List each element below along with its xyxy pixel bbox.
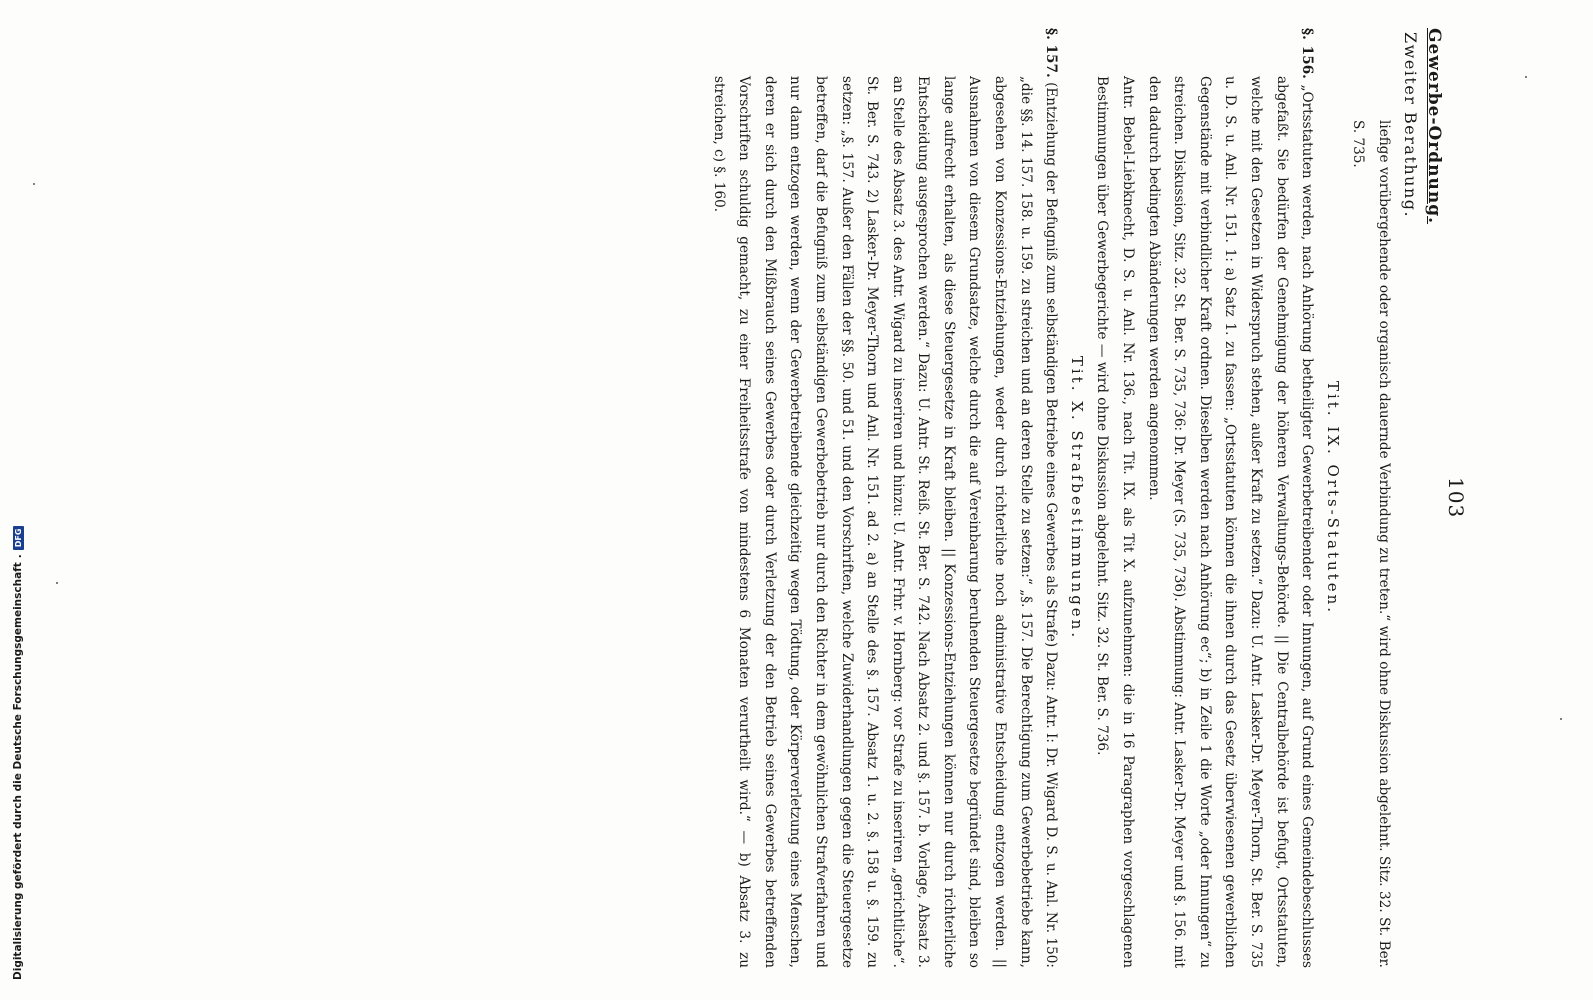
scan-speck [1560, 718, 1562, 720]
footer-text: Digitalisierung gefördert durch die Deutsche Forschungsgemeinschaft [12, 562, 24, 980]
paragraph-text: Antr. Bebel-Liebknecht, D. S. u. Anl. Nr. 136., nach Tit. IX. als Tit X. aufzunehmen: die in 16 Paragraphen vorgeschlagenen Bestimmungen über Gewerbegerichte — wird ohne Diskussion abgelehnt. Sitz. 32. St. Ber. S. 736. [1094, 76, 1137, 968]
page-body [705, 28, 1396, 968]
section-number: §. 157. [1043, 28, 1060, 78]
digitization-footer: Digitalisierung gefördert durch die Deutsche Forschungsgemeinschaft . DFG [10, 20, 26, 980]
paragraph-156 [1140, 28, 1319, 968]
section-number: §. 156. [1299, 28, 1316, 79]
running-header-title: Gewerbe-Ordnung. [1424, 28, 1444, 225]
running-header-subtitle: Zweiter Berathung. [1401, 32, 1420, 219]
section-heading-tit-ix: Tit. IX. Orts-Statuten. [1323, 380, 1342, 616]
paragraph-text: (Entziehung der Befugniß zum selbständigen Betriebe eines Gewerbes als Strafe) Dazu: Antr. I: Dr. Wigard D. S. u. Anl. Nr. 150: „die §§. 14. 157. 158. u. 159. zu streichen und an deren Stelle zu setzen:“ „§. 157. Die Berechtigung zum Gewerbebetriebe kann, abgesehen von Konzessions-Entziehungen, weder durch richterliche noch administrative Entscheidung entzogen werden. || Ausnahmen von diesem Grundsatze, welche durch die auf Vereinbarung beruhenden Steuergesetze begründet sind, bleiben so lange aufrecht erhalten, als diese Steuergesetze in Kraft bleiben. || Konzessions-Entziehungen können nur durch richterliche Entscheidung ausgesprochen werden.“ Dazu: U. Antr. St. Reiß. St. Ber. S. 742. Nach Absatz 2. und §. 157. b. Vorlage, Absatz 3. an Stelle des Absatz 3. des Antr. Wigard zu inseriren und hinzu: U. Antr. Frhr. v. Hornberg: vor Strafe zu inseriren „gerichtliche“. St. Ber. S. 743. 2) Lasker-Dr. Meyer-Thorn und Anl. Nr. 151. ad 2. a) an Stelle des §. 157. Absatz 1. u. 2. §. 158 u. §. 159. zu setzen: „§. 157. Außer den Fällen der §§. 50. und 51. und den Vorschriften, welche Zuwiderhandlungen gegen die Steuergesetze betreffen, darf die Befugniß zum selbständigen Gewerbebetrieb nur durch den Richter in dem gewöhnlichen Strafverfahren und nur dann entzogen werden, wenn der Gewerbetreibende gleichzeitig wegen Tödtung, oder Körperverletzung eines Menschen, deren er sich durch den Mißbrauch seines Gewerbes oder durch Verletzung der den Betrieb seines Gewerbes betreffenden Vorschriften schuldig gemacht, zu einer Freiheitsstrafe von mindestens 6 Monaten verurtheilt wird.“ — b) Absatz 3. zu streichen, c) §. 160. [710, 76, 1060, 968]
section-heading-tit-x: Tit. X. Strafbestimmungen. [1067, 355, 1086, 641]
scan-speck [1525, 76, 1527, 78]
em-dash-marker [1114, 28, 1140, 76]
rotated-page-content [135, 22, 1470, 982]
paragraph-157 [705, 28, 1063, 968]
dfg-logo-icon: DFG [13, 526, 24, 551]
paragraph-text: „Ortsstatuten werden, nach Anhörung betheiligter Gewerbetreibender oder Innungen, auf Grund eines Gemeindebeschlusses abgefaßt. Sie bedürfen der Genehmigung der höheren Verwaltungs-Behörde. || Die Centralbehörde ist befugt, Ortsstatuten, welche mit den Gesetzen in Widerspruch stehen, außer Kraft zu setzen.“ Dazu: U. Antr. Lasker-Dr. Meyer-Thorn, St. Ber. S. 735 u. D. S. u. Anl. Nr. 151. 1: a) Satz 1. zu fassen: „Ortsstatuten können die ihnen durch das Gesetz überwiesenen gewerblichen Gegenstände mit verbindlicher Kraft ordnen. Dieselben werden nach Anhörung ec“; b) in Zeile 1 die Worte „oder Innungen“ zu streichen. Diskussion, Sitz. 32. St. Ber. S. 735, 736: Dr. Meyer (S. 735, 736). Abstimmung: Antr. Lasker-Dr. Meyer und §. 156. mit den dadurch bedingten Abänderungen werden angenommen. [1145, 76, 1316, 968]
paragraph-continuation: liefige vorübergehende oder organisch dauernde Verbindung zu treten.“ wird ohne Diskussion abgelehnt. Sitz. 32. St. Ber. S. 735. [1350, 120, 1392, 968]
paragraph-antrag [1089, 28, 1140, 968]
page-number: 103 [1444, 477, 1468, 519]
scan-speck [56, 582, 58, 584]
scan-speck [33, 183, 35, 185]
